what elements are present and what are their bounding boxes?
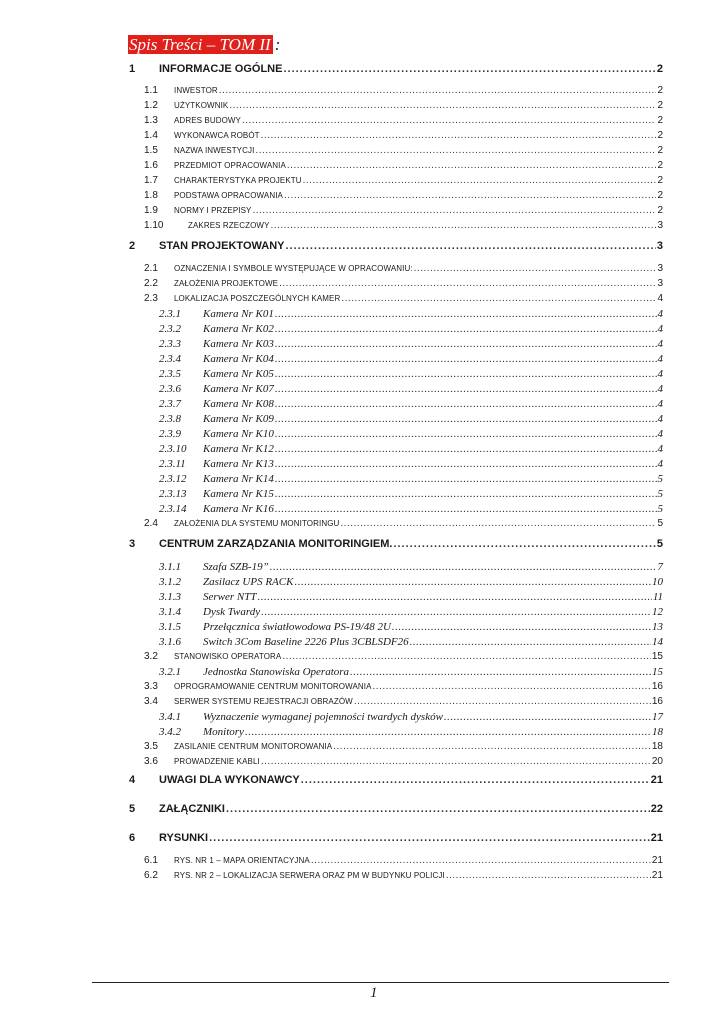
toc-entry-number: 2.3.13	[159, 488, 187, 500]
dot-leader	[340, 518, 656, 529]
toc-entry-label: ADRES BUDOWY	[174, 116, 241, 125]
toc-entry-number: 1.2	[144, 100, 158, 111]
toc-entry-number: 1.4	[144, 130, 158, 141]
toc-entry-page: 16	[651, 681, 663, 692]
toc-title-highlight: Spis Treści – TOM II	[129, 35, 271, 54]
toc-entry[interactable]	[144, 190, 663, 205]
dot-leader	[252, 205, 656, 216]
dot-leader	[275, 323, 657, 335]
toc-entry[interactable]	[144, 293, 663, 308]
toc-entry[interactable]	[144, 855, 663, 870]
toc-entry-number: 3.4	[144, 696, 158, 707]
toc-entry[interactable]	[144, 741, 663, 756]
toc-entry-number: 1.5	[144, 145, 158, 156]
dot-leader	[333, 741, 651, 752]
toc-entry-number: 3.4.1	[159, 711, 181, 723]
dot-leader	[271, 220, 657, 231]
toc-entry-page: 3	[657, 278, 663, 289]
toc-entry[interactable]	[144, 220, 663, 235]
toc-entry-page: 4	[657, 338, 663, 350]
toc-entry-page: 4	[657, 413, 663, 425]
toc-entry-label: INFORMACJE OGÓLNE	[159, 63, 283, 75]
dot-leader	[410, 636, 651, 648]
toc-entry-page: 21	[650, 832, 663, 844]
toc-entry[interactable]	[144, 130, 663, 145]
toc-entry[interactable]	[159, 711, 663, 726]
toc-entry-label: STAN PROJEKTOWANY	[159, 240, 285, 252]
dot-leader	[275, 338, 657, 350]
dot-leader	[279, 278, 656, 289]
dot-leader	[261, 606, 651, 618]
dot-leader	[275, 458, 657, 470]
dot-leader	[354, 696, 651, 707]
dot-leader	[275, 428, 657, 440]
toc-entry-number: 2.3	[144, 293, 158, 304]
toc-entry-page: 2	[657, 85, 663, 96]
dot-leader	[275, 413, 657, 425]
toc-entry-number: 2.3.7	[159, 398, 181, 410]
toc-entry-number: 1.3	[144, 115, 158, 126]
toc-entry[interactable]	[144, 518, 663, 533]
dot-leader	[275, 473, 657, 485]
toc-entry-page: 2	[657, 190, 663, 201]
toc-entry-number: 1.8	[144, 190, 158, 201]
toc-entry-label: CHARAKTERYSTYKA PROJEKTU	[174, 176, 302, 185]
toc-entry-number: 2.2	[144, 278, 158, 289]
toc-entry-number: 1.10	[144, 220, 164, 231]
toc-entry[interactable]	[144, 205, 663, 220]
dot-leader	[311, 855, 651, 866]
footer-divider	[92, 982, 669, 983]
toc-entry[interactable]	[159, 621, 663, 636]
toc-title	[128, 35, 280, 55]
toc-entry-label: Kamera Nr K05	[203, 368, 274, 380]
toc-entry-page: 5	[657, 473, 663, 485]
dot-leader	[294, 576, 651, 588]
toc-entry[interactable]	[159, 561, 663, 576]
toc-entry-number: 3.1.1	[159, 561, 181, 573]
dot-leader	[446, 870, 651, 881]
toc-entry[interactable]	[144, 651, 663, 666]
toc-entry-page: 4	[657, 308, 663, 320]
toc-entry-page: 5	[657, 488, 663, 500]
toc-entry-number: 2.3.1	[159, 308, 181, 320]
toc-entry[interactable]	[144, 681, 663, 696]
toc-entry-page: 4	[657, 383, 663, 395]
toc-entry-number: 1.7	[144, 175, 158, 186]
toc-entry-number: 6.1	[144, 855, 158, 866]
toc-entry-number: 1	[129, 63, 136, 75]
toc-entry-label: ZAKRES RZECZOWY	[188, 221, 270, 230]
dot-leader	[275, 488, 657, 500]
toc-entry-page: 21	[651, 870, 663, 881]
toc-entry-number: 2.3.11	[159, 458, 186, 470]
dot-leader	[275, 503, 657, 515]
toc-entry-page: 11	[652, 591, 663, 603]
toc-entry[interactable]	[159, 413, 663, 428]
dot-leader	[341, 293, 656, 304]
dot-leader	[283, 63, 655, 75]
toc-entry-page: 4	[657, 443, 663, 455]
toc-entry[interactable]	[159, 398, 663, 413]
toc-entry-number: 3.1.4	[159, 606, 181, 618]
toc-entry-label: NAZWA INWESTYCJI	[174, 146, 255, 155]
toc-entry-number: 2.3.9	[159, 428, 181, 440]
toc-entry[interactable]	[159, 338, 663, 353]
toc-entry-number: 2.3.2	[159, 323, 181, 335]
toc-entry-number: 2.3.5	[159, 368, 181, 380]
dot-leader	[275, 443, 657, 455]
dot-leader	[303, 175, 657, 186]
toc-entry-page: 7	[657, 561, 663, 573]
toc-entry-label: Dysk Twardy	[203, 606, 261, 618]
toc-entry[interactable]	[144, 696, 663, 711]
toc-entry-label: Kamera Nr K03	[203, 338, 274, 350]
toc-entry-number: 3.2	[144, 651, 158, 662]
dot-leader	[242, 115, 656, 126]
toc-entry-page: 5	[657, 518, 663, 529]
toc-entry-page: 20	[651, 756, 663, 767]
dot-leader	[282, 651, 651, 662]
toc-entry-number: 4	[129, 774, 136, 786]
dot-leader	[444, 711, 651, 723]
toc-entry-page: 21	[651, 855, 663, 866]
toc-entry[interactable]	[159, 488, 663, 503]
toc-entry-page: 13	[652, 621, 663, 633]
dot-leader	[275, 308, 657, 320]
toc-entry-page: 12	[652, 606, 663, 618]
dot-leader	[270, 561, 657, 573]
toc-entry-page: 2	[656, 63, 663, 75]
toc-entry-label: Zasilacz UPS RACK	[203, 576, 294, 588]
toc-title-colon: :	[274, 35, 281, 54]
toc-entry-page: 2	[657, 175, 663, 186]
toc-entry-number: 2.3.14	[159, 503, 187, 515]
toc-entry-label: Kamera Nr K16	[203, 503, 274, 515]
toc-entry-number: 3	[129, 538, 136, 550]
toc-entry-number: 2.3.10	[159, 443, 187, 455]
toc-entry-page: 5	[656, 538, 663, 550]
toc-entry[interactable]	[144, 100, 663, 115]
toc-entry-label: CENTRUM ZARZĄDZANIA MONITORINGIEM.	[159, 538, 393, 550]
toc-entry-label: Kamera Nr K15	[203, 488, 274, 500]
toc-entry-label: STANOWISKO OPERATORA	[174, 652, 282, 661]
toc-entry[interactable]	[159, 591, 663, 606]
toc-entry-label: RYSUNKI	[159, 832, 209, 844]
toc-entry-label: Kamera Nr K02	[203, 323, 274, 335]
dot-leader	[275, 353, 657, 365]
toc-entry[interactable]	[129, 774, 663, 789]
toc-entry-number: 3.1.6	[159, 636, 181, 648]
toc-entry[interactable]	[159, 666, 663, 681]
toc-entry-label: Jednostka Stanowiska Operatora	[203, 666, 350, 678]
toc-entry-page: 2	[657, 145, 663, 156]
toc-entry-number: 6.2	[144, 870, 158, 881]
toc-entry-page: 4	[657, 398, 663, 410]
toc-entry-number: 1.1	[144, 85, 158, 96]
toc-entry-number: 2.3.3	[159, 338, 181, 350]
toc-entry[interactable]	[159, 308, 663, 323]
toc-entry-number: 3.3	[144, 681, 158, 692]
toc-entry-label: Kamera Nr K01	[203, 308, 274, 320]
toc-entry-page: 17	[652, 711, 663, 723]
toc-entry-page: 4	[657, 368, 663, 380]
toc-entry[interactable]	[159, 428, 663, 443]
toc-entry-page: 4	[657, 323, 663, 335]
toc-entry-page: 18	[652, 726, 663, 738]
toc-entry[interactable]	[159, 323, 663, 338]
toc-entry-label: PROWADZENIE KABLI	[174, 757, 260, 766]
toc-entry-label: LOKALIZACJA POSZCZEGÓLNYCH KAMER	[174, 294, 341, 303]
toc-entry-page: 5	[657, 503, 663, 515]
toc-entry-label: WYKONAWCA ROBÓT	[174, 131, 260, 140]
toc-entry-page: 4	[657, 428, 663, 440]
toc-entry-page: 2	[657, 130, 663, 141]
toc-entry-label: Kamera Nr K10	[203, 428, 274, 440]
toc-entry-label: Switch 3Com Baseline 2226 Plus 3CBLSDF26	[203, 636, 409, 648]
toc-entry[interactable]	[159, 636, 663, 651]
toc-entry-number: 2.3.8	[159, 413, 181, 425]
dot-leader	[350, 666, 651, 678]
toc-entry-page: 4	[657, 293, 663, 304]
toc-entry[interactable]	[144, 85, 663, 100]
toc-entry-label: ZAŁĄCZNIKI	[159, 803, 225, 815]
toc-entry-number: 3.1.5	[159, 621, 181, 633]
toc-entry[interactable]	[144, 263, 663, 278]
toc-entry-page: 4	[657, 353, 663, 365]
toc-entry[interactable]	[159, 473, 663, 488]
dot-leader	[301, 774, 650, 786]
toc-entry-page: 4	[657, 458, 663, 470]
dot-leader	[261, 756, 651, 767]
toc-entry[interactable]	[159, 353, 663, 368]
toc-entry-label: UŻYTKOWNIK	[174, 101, 229, 110]
toc-entry[interactable]	[144, 756, 663, 771]
toc-entry-page: 15	[652, 666, 663, 678]
toc-entry[interactable]	[144, 160, 663, 175]
toc-entry-page: 14	[652, 636, 663, 648]
toc-entry-page: 2	[657, 115, 663, 126]
toc-entry[interactable]	[129, 803, 663, 818]
dot-leader	[287, 160, 657, 171]
toc-entry-number: 3.1.2	[159, 576, 181, 588]
toc-entry-label: Szafa SZB-19”	[203, 561, 269, 573]
toc-entry-label: OZNACZENIA I SYMBOLE WYSTĘPUJĄCE W OPRACOWANIU:	[174, 264, 413, 273]
toc-entry-label: ZAŁOŻENIA PROJEKTOWE	[174, 279, 279, 288]
dot-leader	[393, 538, 655, 550]
toc-entry[interactable]	[159, 458, 663, 473]
toc-entry[interactable]	[159, 576, 663, 591]
toc-entry-label: Kamera Nr K14	[203, 473, 274, 485]
toc-entry-label: Kamera Nr K07	[203, 383, 274, 395]
toc-entry-page: 3	[657, 220, 663, 231]
toc-entry[interactable]	[144, 870, 663, 885]
toc-entry-number: 3.4.2	[159, 726, 181, 738]
dot-leader	[209, 832, 650, 844]
toc-entry-number: 3.1.3	[159, 591, 181, 603]
toc-entry[interactable]	[129, 832, 663, 847]
toc-entry-number: 2.4	[144, 518, 158, 529]
toc-entry-label: RYS. NR 2 – LOKALIZACJA SERWERA ORAZ PM W BUDYNKU POLICJI	[174, 871, 445, 880]
toc-entry-page: 15	[651, 651, 663, 662]
toc-entry[interactable]	[159, 368, 663, 383]
toc-entry[interactable]	[159, 503, 663, 518]
toc-entry[interactable]	[129, 538, 663, 553]
dot-leader	[373, 681, 651, 692]
toc-entry[interactable]	[129, 63, 663, 78]
toc-entry-label: Kamera Nr K12	[203, 443, 274, 455]
toc-entry[interactable]	[144, 115, 663, 130]
toc-entry-page: 10	[652, 576, 663, 588]
dot-leader	[275, 368, 657, 380]
toc-entry-label: Kamera Nr K09	[203, 413, 274, 425]
toc-entry-page: 2	[657, 160, 663, 171]
toc-entry-number: 2.3.4	[159, 353, 181, 365]
toc-entry[interactable]	[159, 606, 663, 621]
toc-entry-label: PODSTAWA OPRACOWANIA	[174, 191, 283, 200]
toc-entry-number: 3.2.1	[159, 666, 181, 678]
toc-entry[interactable]	[159, 726, 663, 741]
toc-entry[interactable]	[144, 145, 663, 160]
toc-entry-number: 6	[129, 832, 136, 844]
toc-entry-label: SERWER SYSTEMU REJESTRACJI OBRAZÓW	[174, 697, 353, 706]
toc-entry[interactable]	[144, 175, 663, 190]
dot-leader	[229, 100, 656, 111]
toc-entry-page: 2	[657, 100, 663, 111]
dot-leader	[226, 803, 650, 815]
toc-entry-number: 2.1	[144, 263, 158, 274]
toc-entry-label: UWAGI DLA WYKONAWCY	[159, 774, 300, 786]
toc-entry-number: 1.6	[144, 160, 158, 171]
toc-entry-label: Wyznaczenie wymaganej pojemności twardych dysków	[203, 711, 443, 723]
toc-entry[interactable]	[144, 278, 663, 293]
toc-entry-label: Kamera Nr K08	[203, 398, 274, 410]
toc-entry-label: Serwer NTT	[203, 591, 257, 603]
toc-entry-number: 3.5	[144, 741, 158, 752]
dot-leader	[261, 130, 657, 141]
toc-entry-number: 2	[129, 240, 136, 252]
dot-leader	[284, 190, 656, 201]
toc-entry-number: 3.6	[144, 756, 158, 767]
toc-entry[interactable]	[159, 383, 663, 398]
dot-leader	[414, 263, 657, 274]
dot-leader	[286, 240, 656, 252]
dot-leader	[255, 145, 656, 156]
dot-leader	[392, 621, 651, 633]
toc-entry[interactable]	[159, 443, 663, 458]
toc-entry-page: 3	[657, 263, 663, 274]
toc-entry-label: OPROGRAMOWANIE CENTRUM MONITOROWANIA	[174, 682, 372, 691]
toc-entry-page: 3	[656, 240, 663, 252]
dot-leader	[275, 398, 657, 410]
toc-entry-page: 21	[650, 774, 663, 786]
toc-entry-label: Kamera Nr K13	[203, 458, 274, 470]
dot-leader	[219, 85, 657, 96]
toc-entry-page: 18	[651, 741, 663, 752]
toc-entry-label: Przełącznica światłowodowa PS-19/48 2U	[203, 621, 391, 633]
page-number: 1	[370, 985, 378, 1001]
dot-leader	[258, 591, 652, 603]
dot-leader	[245, 726, 651, 738]
toc-entry-label: ZAŁOŻENIA DLA SYSTEMU MONITORINGU	[174, 519, 340, 528]
toc-entry-label: RYS. NR 1 – MAPA ORIENTACYJNA	[174, 856, 310, 865]
toc-entry-page: 16	[651, 696, 663, 707]
toc-entry-page: 2	[657, 205, 663, 216]
toc-entry-number: 5	[129, 803, 136, 815]
toc-entry-label: Kamera Nr K04	[203, 353, 274, 365]
toc-entry-label: NORMY I PRZEPISY	[174, 206, 252, 215]
toc-entry-page: 22	[650, 803, 663, 815]
toc-entry-label: Monitory	[203, 726, 244, 738]
toc-entry-label: INWESTOR	[174, 86, 218, 95]
toc-entry-label: PRZEDMIOT OPRACOWANIA	[174, 161, 286, 170]
toc-entry[interactable]	[129, 240, 663, 255]
toc-entry-number: 2.3.12	[159, 473, 187, 485]
dot-leader	[275, 383, 657, 395]
toc-entry-label: ZASILANIE CENTRUM MONITOROWANIA	[174, 742, 333, 751]
toc-entry-number: 1.9	[144, 205, 158, 216]
toc-entry-number: 2.3.6	[159, 383, 181, 395]
